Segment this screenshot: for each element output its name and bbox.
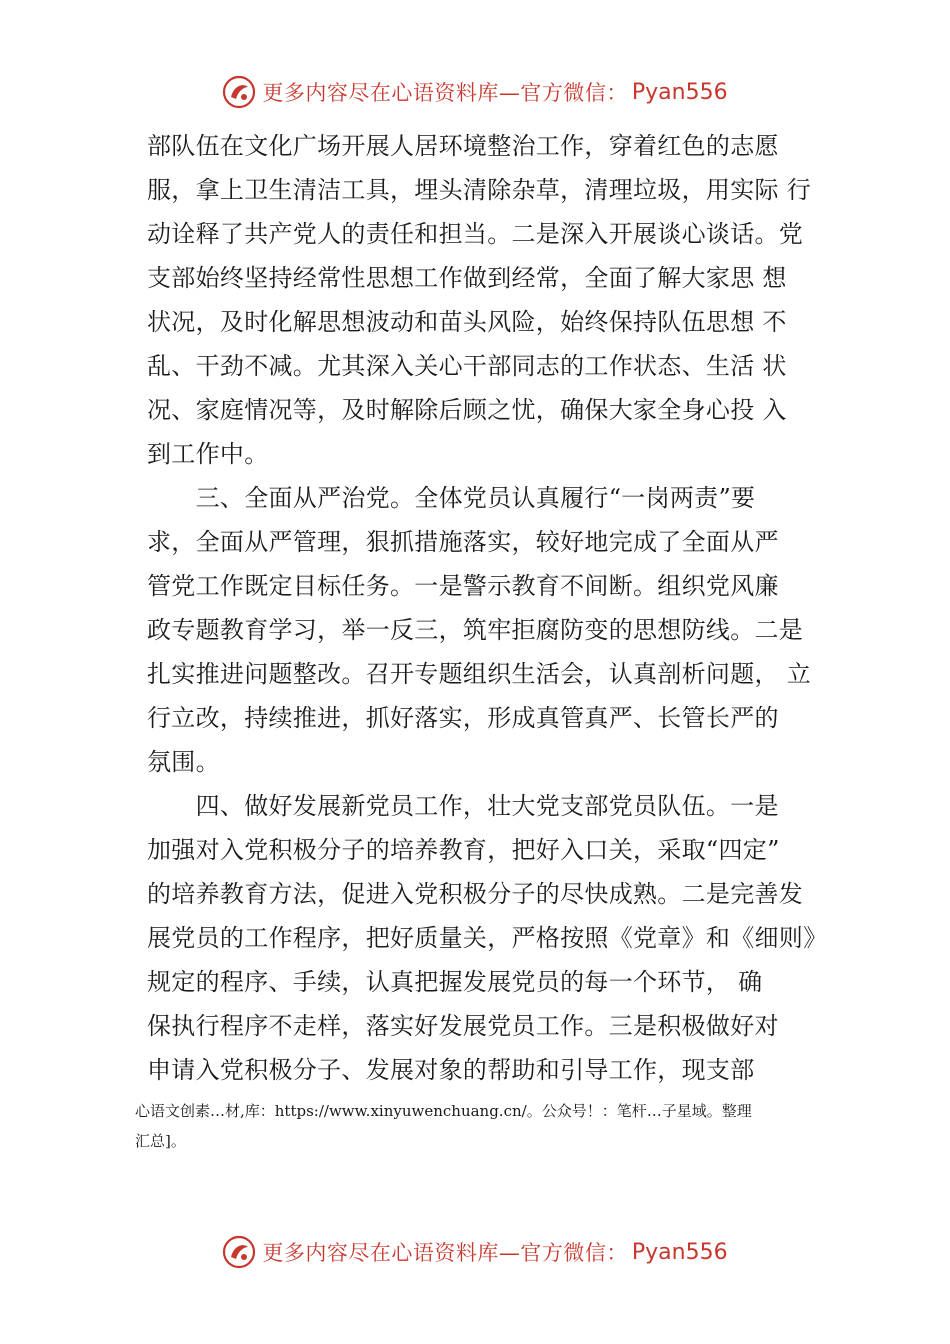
footer-banner <box>0 1232 950 1272</box>
banner-wechat-handle: Pyan556 <box>631 1239 728 1265</box>
source-note-line: 心语文创素…材,库：https://www.xinyuwenchuang.cn/。公众号！：笔杆…子星域。整理 <box>135 1102 752 1120</box>
text-line: 乱、干劲不减。尤其深入关心干部同志的工作状态、生活 状 <box>147 352 787 380</box>
text-line: 支部始终坚持经常性思想工作做到经常，全面了解大家思 想 <box>147 264 787 292</box>
source-note <box>135 1096 835 1156</box>
text-line: 的培养教育方法，促进入党积极分子的尽快成熟。二是完善发 <box>147 880 804 908</box>
xinyu-logo-icon <box>222 75 256 109</box>
document-body <box>147 124 837 1092</box>
text-line: 到工作中。 <box>147 440 269 468</box>
text-line: 扎实推进问题整改。召开专题组织生活会，认真剖析问题， 立 <box>147 660 812 688</box>
text-line: 状况，及时化解思想波动和苗头风险，始终保持队伍思想 不 <box>147 308 787 336</box>
text-line: 部队伍在文化广场开展人居环境整治工作，穿着红色的志愿 <box>147 132 779 160</box>
text-line: 政专题教育学习，举一反三，筑牢拒腐防变的思想防线。二是 <box>147 616 804 644</box>
banner-text: 更多内容尽在心语资料库—官方微信： <box>262 1241 628 1265</box>
text-line: 保执行程序不走样，落实好发展党员工作。三是积极做好对 <box>147 1012 779 1040</box>
text-line: 行立改，持续推进，抓好落实，形成真管真严、长管长严的 <box>147 704 779 732</box>
text-line: 服，拿上卫生清洁工具，埋头清除杂草，清理垃圾，用实际 行 <box>147 176 812 204</box>
banner-text: 更多内容尽在心语资料库—官方微信： <box>262 81 628 105</box>
text-line: 申请入党积极分子、发展对象的帮助和引导工作，现支部 <box>147 1056 755 1084</box>
text-line: 管党工作既定目标任务。一是警示教育不间断。组织党风廉 <box>147 572 779 600</box>
text-line: 展党员的工作程序，把好质量关，严格按照《党章》和《细则》 <box>147 924 828 952</box>
text-line: 求，全面从严管理，狠抓措施落实，较好地完成了全面从严 <box>147 528 779 556</box>
xinyu-logo-icon <box>222 1235 256 1269</box>
header-banner <box>0 72 950 112</box>
text-line: 况、家庭情况等，及时解除后顾之忧，确保大家全身心投 入 <box>147 396 787 424</box>
text-line: 氛围。 <box>147 748 220 776</box>
banner-wechat-handle: Pyan556 <box>631 79 728 105</box>
text-line: 加强对入党积极分子的培养教育，把好入口关，采取“四定” <box>147 836 780 864</box>
text-line: 动诠释了共产党人的责任和担当。二是深入开展谈心谈话。党 <box>147 220 804 248</box>
text-line: 四、做好发展新党员工作，壮大党支部党员队伍。一是 <box>147 792 779 820</box>
source-note-line: 汇总]。 <box>135 1132 186 1150</box>
text-line: 规定的程序、手续，认真把握发展党员的每一个环节， 确 <box>147 968 763 996</box>
text-line: 三、全面从严治党。全体党员认真履行“一岗两责”要 <box>147 484 756 512</box>
